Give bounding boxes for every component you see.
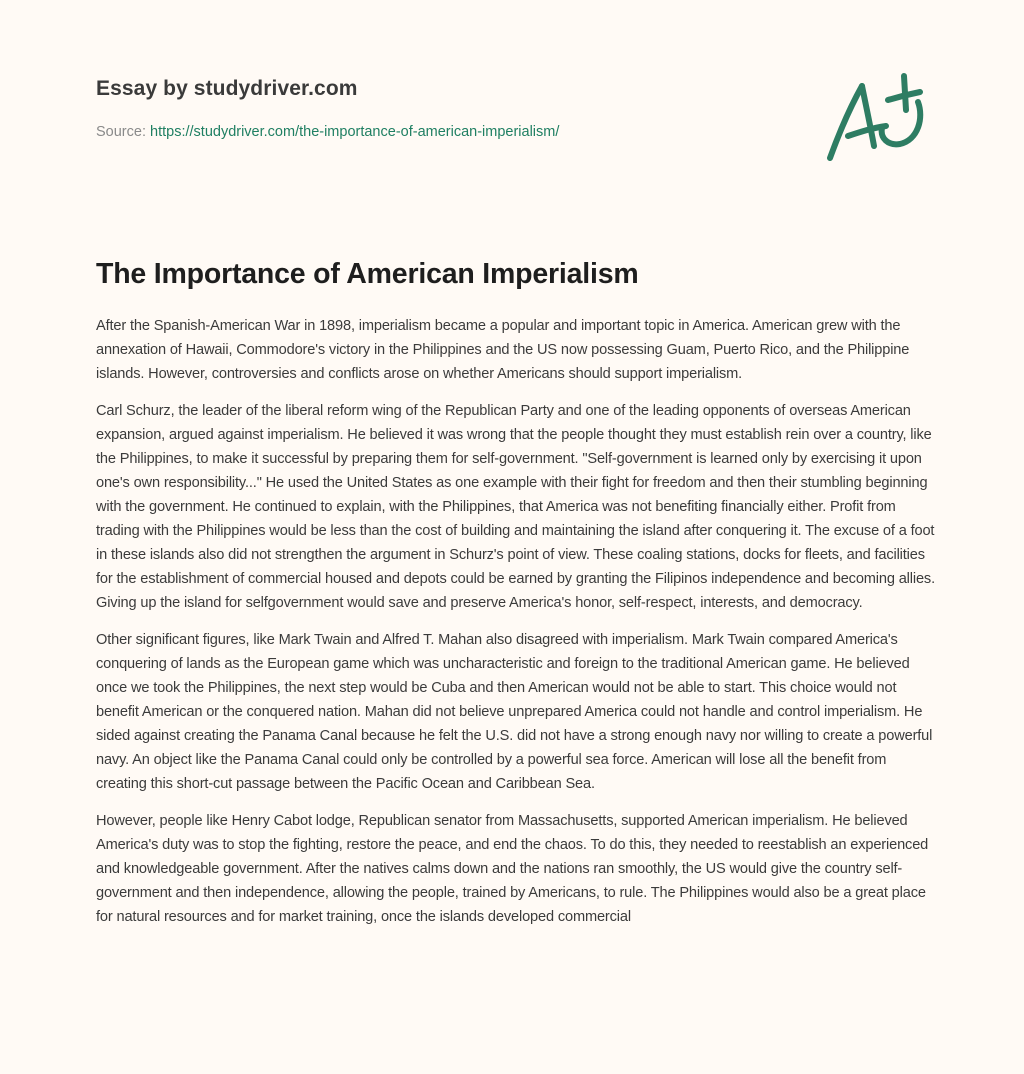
essay-title: The Importance of American Imperialism (96, 258, 639, 290)
page-header (96, 74, 716, 142)
essay-body (96, 314, 936, 942)
site-brand: Essay by studydriver.com (96, 77, 358, 100)
essay-paragraph: After the Spanish-American War in 1898, imperialism became a popular and important topic in America. American grew with the annexation of Hawaii, Commodore's victory in the Philippines and the US now possessing Guam, Puerto Rico, and the Philippine islands. However, controversies and conflicts arose on whether Americans should support imperialism. (96, 318, 910, 382)
essay-paragraph: Carl Schurz, the leader of the liberal reform wing of the Republican Party and one of the leading opponents of overseas American expansion, argued against imperialism. He believed it was wrong that the people thought they must establish rein over a country, like the Philippines, to make it successful by preparing them for self-government. "Self-government is learned only by exercising it upon one's own responsibility..." He used the United States as one example with their fight for freedom and then their stumbling beginning with the government. He continued to explain, with the Philippines, that America was not benefiting financially either. Profit from trading with the Philippines would be less than the cost of building and maintaining the island after conquering it. The excuse of a foot in these islands also did not strengthen the argument in Schurz's point of view. These coaling stations, docks for fleets, and facilities for the establishment of commercial housed and depots could be earned by granting the Filipinos independence and becoming allies. Giving up the island for selfgovernment would save and preserve America's honor, self-respect, interests, and democracy. (96, 403, 935, 611)
source-link[interactable]: https://studydriver.com/the-importance-of-american-imperialism/ (150, 124, 560, 140)
a-plus-grade-icon (820, 66, 930, 166)
essay-paragraph: Other significant figures, like Mark Twain and Alfred T. Mahan also disagreed with imperialism. Mark Twain compared America's conquering of lands as the European game which was uncharacteristic and foreign to the traditional American game. He believed once we took the Philippines, the next step would be Cuba and then American would not be able to start. This choice would not benefit American or the conquered nation. Mahan did not believe unprepared America could not handle and control imperialism. He sided against creating the Panama Canal because he felt the U.S. did not have a strong enough navy nor willing to create a powerful navy. An object like the Panama Canal could only be controlled by a powerful sea force. American will lose all the benefit from creating this short-cut passage between the Pacific Ocean and Caribbean Sea. (96, 632, 933, 792)
source-line (96, 122, 716, 142)
source-label: Source: (96, 124, 146, 140)
essay-paragraph: However, people like Henry Cabot lodge, Republican senator from Massachusetts, supported American imperialism. He believed America's duty was to stop the fighting, restore the peace, and end the chaos. To do this, they needed to reestablish an experienced and knowledgeable government. After the natives calms down and the nations ran smoothly, the US would give the country self-government and then independence, allowing the people, trained by Americans, to rule. The Philippines would also be a great place for natural resources and for market training, once the islands developed commercial (96, 813, 929, 925)
